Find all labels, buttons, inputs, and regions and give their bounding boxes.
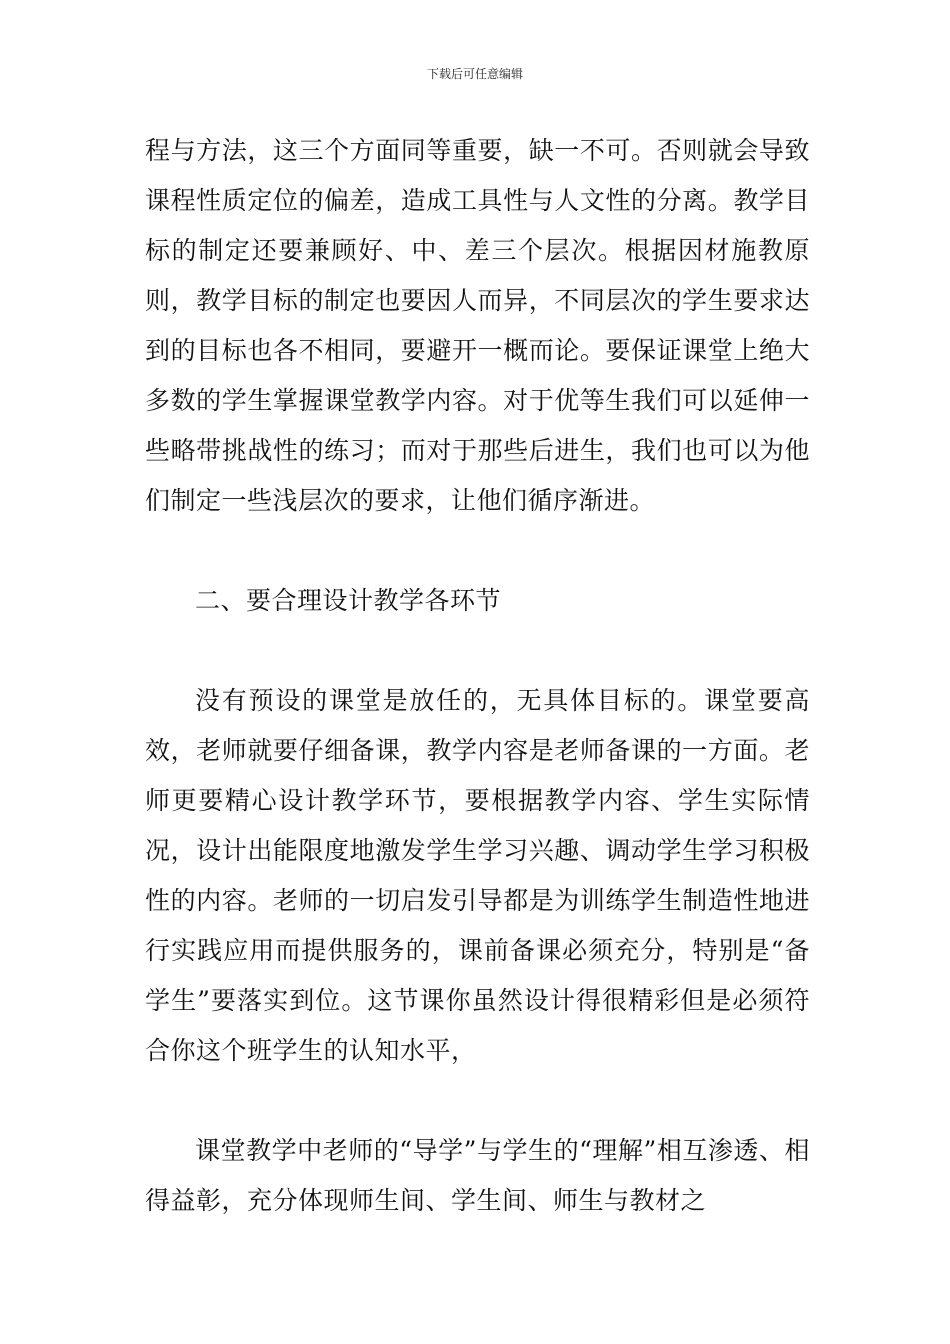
page-header: 下载后可任意编辑	[426, 67, 523, 81]
paragraph: 课堂教学中老师的“导学”与学生的“理解”相互渗透、相得益彰，充分体现师生间、学生间、师生与教材之	[145, 1136, 810, 1215]
document-body	[145, 126, 810, 1226]
paragraph-continued: 程与方法，这三个方面同等重要，缺一不可。否则就会导致课程性质定位的偏差，造成工具性与人文性的分离。教学目标的制定还要兼顾好、中、差三个层次。根据因材施教原则，教学目标的制定也要因人而异，不同层次的学生要求达到的目标也各不相同，要避开一概而论。要保证课堂上绝大多数的学生掌握课堂教学内容。对于优等生我们可以延伸一些略带挑战性的练习；而对于那些后进生，我们也可以为他们制定一些浅层次的要求，让他们循序渐进。	[145, 136, 810, 515]
section-heading: 二、要合理设计教学各环节	[195, 586, 502, 615]
paragraph: 没有预设的课堂是放任的，无具体目标的。课堂要高效，老师就要仔细备课，教学内容是老师备课的一方面。老师更要精心设计教学环节，要根据教学内容、学生实际情况，设计出能限度地激发学生学习兴趣、调动学生学习积极性的内容。老师的一切启发引导都是为训练学生制造性地进行实践应用而提供服务的，课前备课必须充分，特别是“备学生”要落实到位。这节课你虽然设计得很精彩但是必须符合你这个班学生的认知水平，	[145, 686, 810, 1065]
